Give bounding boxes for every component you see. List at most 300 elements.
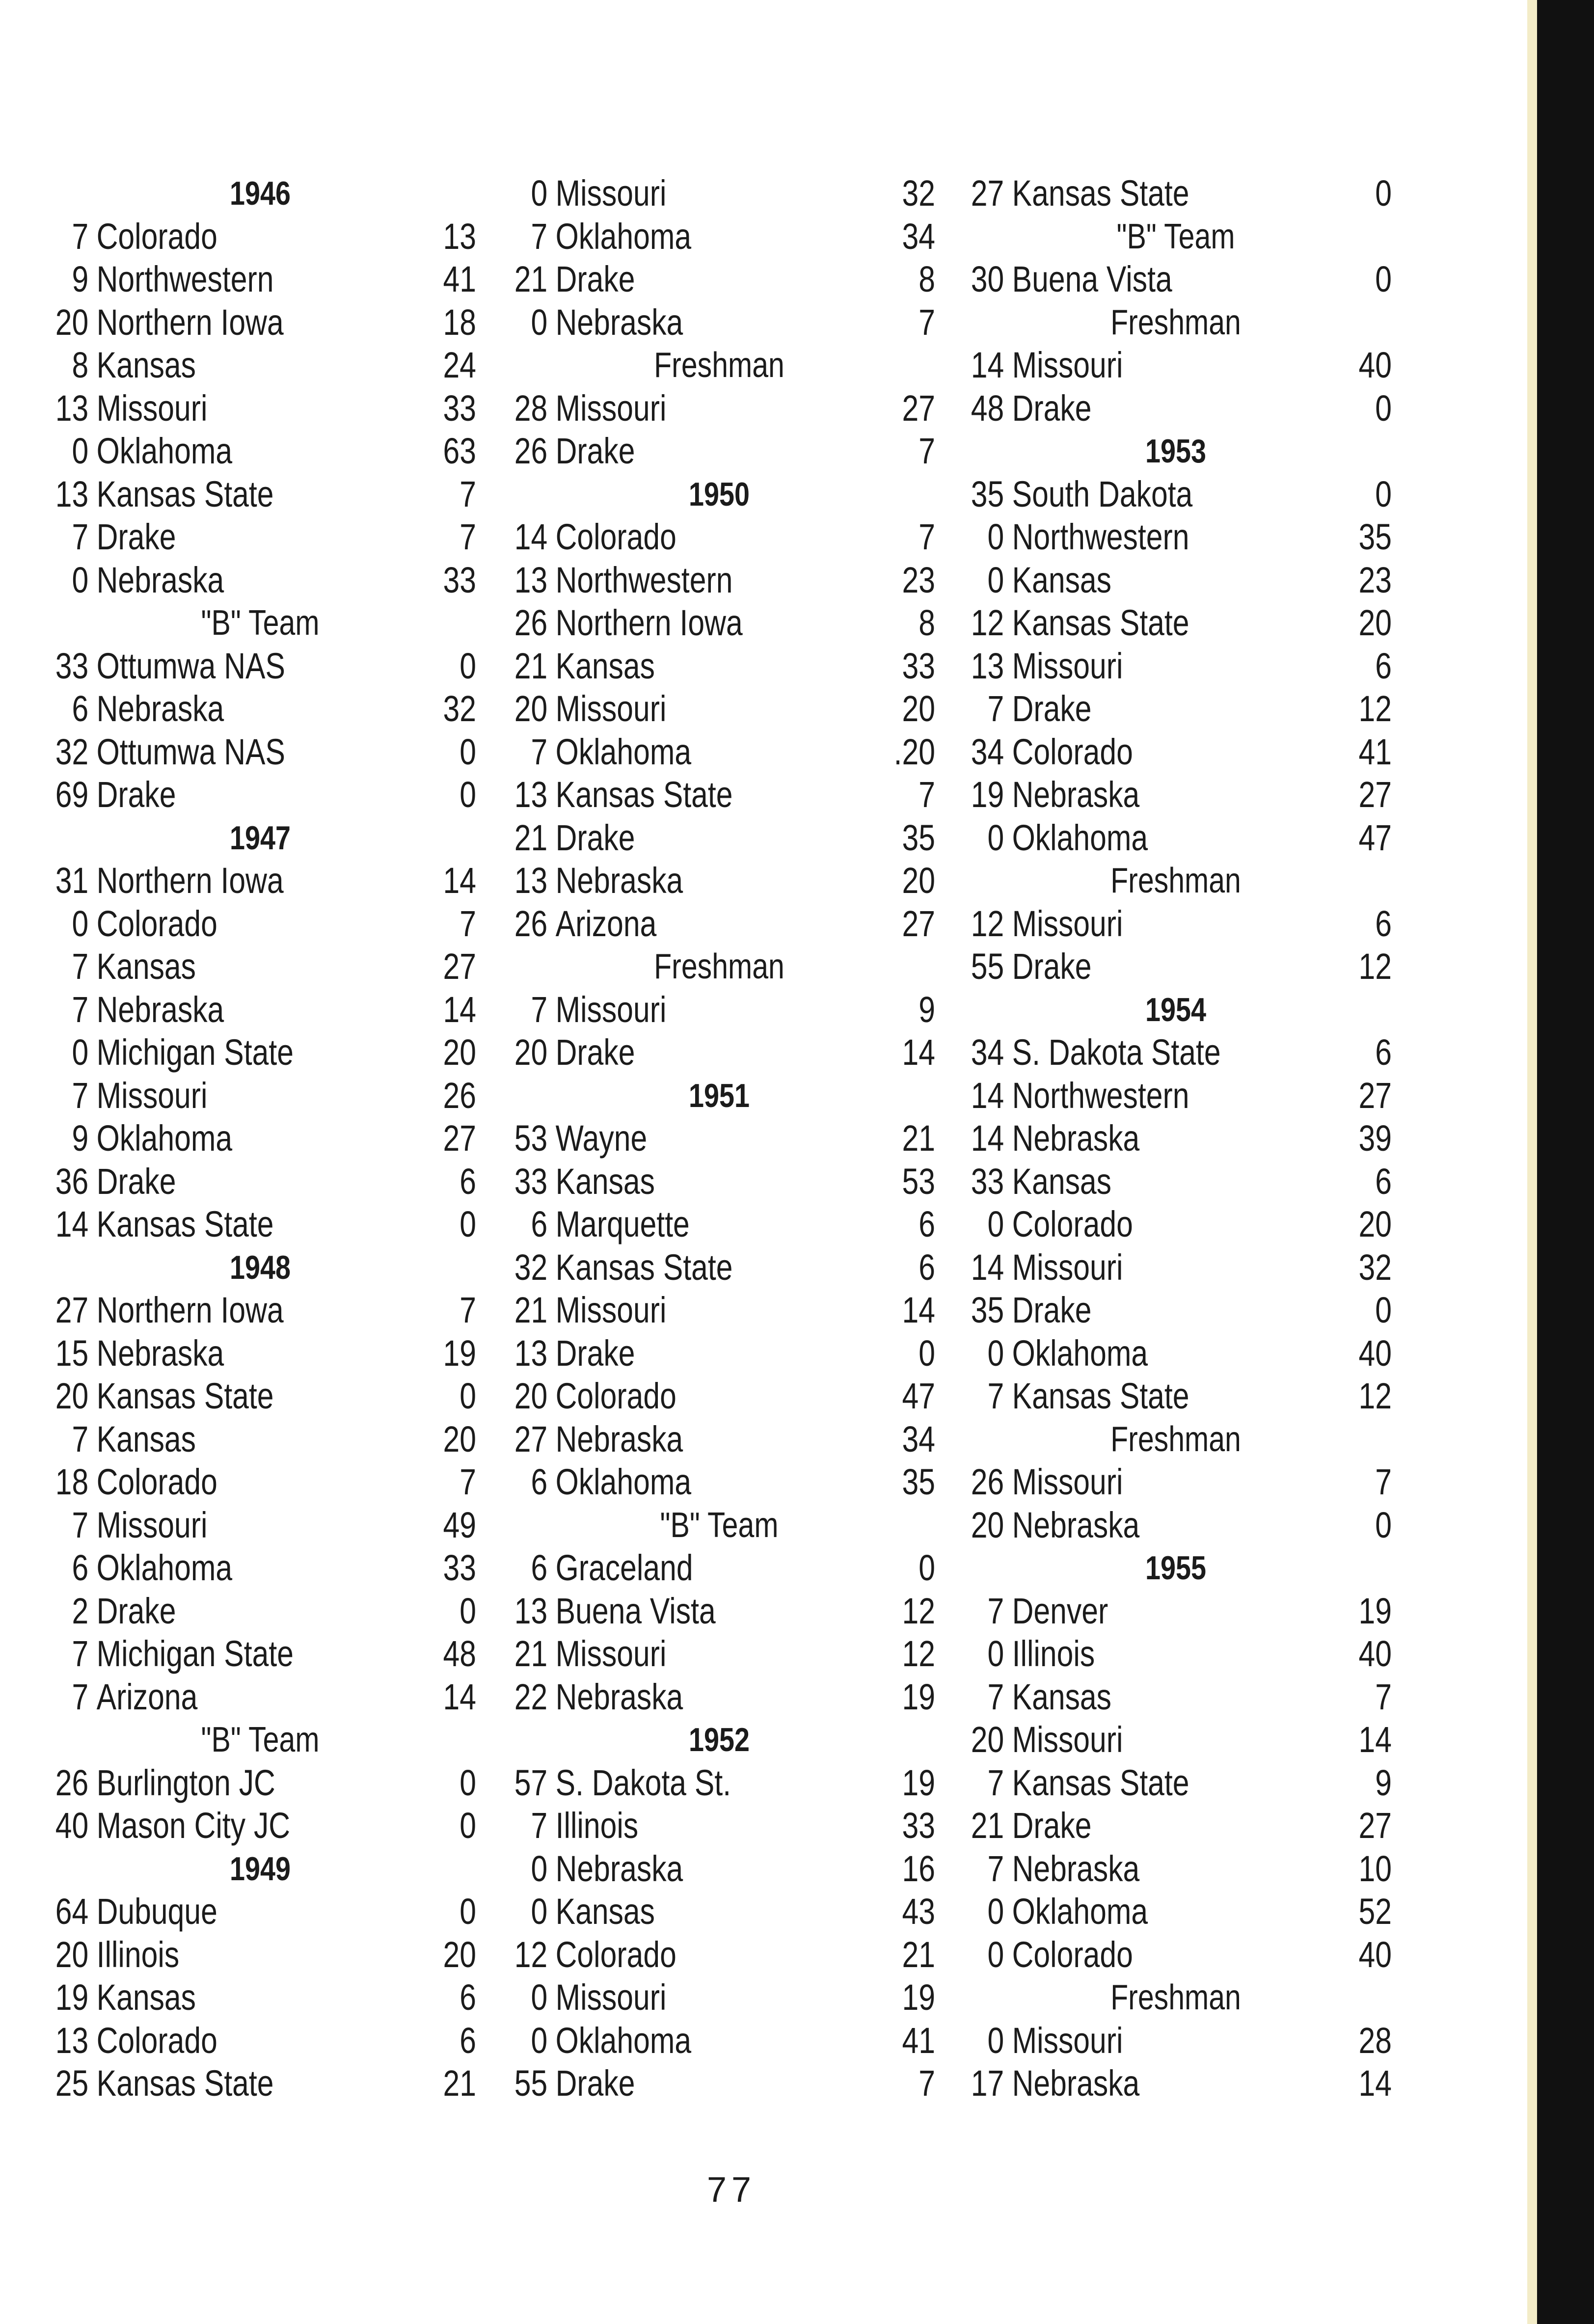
game-row: [960, 258, 1392, 301]
game-row: [44, 215, 476, 258]
game-row: [503, 1590, 935, 1633]
opponent-name: Nebraska: [96, 989, 224, 1030]
team-score: 0: [531, 1848, 548, 1889]
game-row: [503, 601, 935, 645]
opponent-name: Northwestern: [96, 259, 274, 299]
opponent-name: Drake: [96, 1161, 176, 1202]
opponent-score: 8: [919, 259, 935, 299]
team-score: 21: [514, 645, 548, 686]
team-score: 7: [72, 1633, 89, 1674]
opponent-name: Illinois: [1012, 1633, 1095, 1674]
opponent-score: 14: [443, 1676, 476, 1717]
game-row: [960, 1246, 1392, 1289]
game-row: [44, 1504, 476, 1547]
team-score: 53: [514, 1118, 548, 1159]
team-score: 0: [531, 301, 548, 343]
game-row: [44, 1074, 476, 1117]
opponent-score: 47: [902, 1376, 935, 1416]
opponent-score: 40: [1358, 1934, 1392, 1975]
opponent-name: Kansas: [555, 645, 655, 686]
opponent-score: 52: [1358, 1891, 1392, 1932]
game-row: [503, 172, 935, 215]
opponent-score: 12: [1358, 1376, 1392, 1416]
team-score: 7: [72, 1418, 89, 1459]
opponent-name: Nebraska: [96, 688, 224, 729]
opponent-score: 27: [443, 1118, 476, 1159]
opponent-score: 0: [919, 1332, 935, 1374]
opponent-score: 12: [1358, 688, 1392, 729]
page-number: 77: [706, 2170, 756, 2210]
game-row: [960, 1933, 1392, 1976]
opponent-score: 6: [1375, 1032, 1392, 1073]
opponent-score: 0: [1375, 387, 1392, 429]
opponent-name: Colorado: [1012, 1204, 1133, 1244]
game-row: [503, 687, 935, 730]
game-row: [503, 2062, 935, 2105]
opponent-name: Missouri: [555, 1290, 667, 1330]
game-row: [503, 1976, 935, 2019]
opponent-score: 0: [459, 1762, 476, 1803]
team-score: 32: [55, 731, 89, 772]
opponent-name: Missouri: [96, 387, 208, 429]
opponent-score: 14: [443, 860, 476, 901]
opponent-name: South Dakota: [1012, 473, 1193, 514]
game-row: [44, 773, 476, 816]
opponent-name: Kansas State: [1012, 1376, 1189, 1416]
opponent-name: Northwestern: [1012, 516, 1189, 557]
team-score: 20: [514, 688, 548, 729]
opponent-score: 41: [443, 259, 476, 299]
team-score: 20: [514, 1376, 548, 1416]
game-row: [503, 1933, 935, 1976]
game-row: [44, 1418, 476, 1461]
team-score: 7: [531, 731, 548, 772]
team-score: 7: [72, 1075, 89, 1116]
game-row: [44, 387, 476, 430]
game-row: [503, 816, 935, 860]
opponent-score: 28: [1358, 2020, 1392, 2061]
game-row: [960, 2062, 1392, 2105]
team-score: 0: [987, 559, 1004, 600]
opponent-name: Drake: [1012, 387, 1092, 429]
team-score: 7: [531, 1805, 548, 1846]
opponent-name: Oklahoma: [96, 431, 233, 471]
game-row: [44, 258, 476, 301]
team-score: 14: [514, 516, 548, 557]
opponent-score: 21: [443, 2063, 476, 2104]
team-score: 33: [55, 645, 89, 686]
team-score: 0: [987, 1934, 1004, 1975]
opponent-name: Missouri: [555, 1633, 667, 1674]
opponent-score: 13: [443, 216, 476, 257]
team-score: 2: [72, 1590, 89, 1631]
game-row: [503, 988, 935, 1031]
section-label: Freshman: [1110, 861, 1241, 900]
team-score: 57: [514, 1762, 548, 1803]
team-score: 35: [971, 1290, 1004, 1330]
opponent-name: Oklahoma: [96, 1118, 233, 1159]
opponent-name: Drake: [1012, 1805, 1092, 1846]
game-row: [44, 1675, 476, 1719]
game-row: [44, 1289, 476, 1332]
opponent-name: Kansas: [96, 1418, 196, 1459]
opponent-score: 14: [902, 1290, 935, 1330]
season-year-heading: 1955: [1145, 1549, 1207, 1587]
game-row: [960, 816, 1392, 860]
season-year-heading: 1948: [229, 1248, 291, 1286]
game-row: [503, 902, 935, 946]
opponent-name: Missouri: [1012, 1719, 1123, 1760]
opponent-name: Nebraska: [1012, 774, 1140, 815]
team-score: 0: [987, 1332, 1004, 1374]
game-row: [503, 1160, 935, 1203]
opponent-score: 14: [902, 1032, 935, 1073]
opponent-score: 6: [459, 1161, 476, 1202]
team-score: 7: [987, 1376, 1004, 1416]
team-score: 21: [514, 1290, 548, 1330]
season-year-heading: 1954: [1145, 991, 1207, 1028]
opponent-name: Oklahoma: [1012, 817, 1148, 858]
game-row: [44, 1031, 476, 1074]
game-row: [44, 1890, 476, 1933]
opponent-name: Oklahoma: [555, 1461, 692, 1502]
game-row: [960, 1289, 1392, 1332]
team-score: 0: [987, 2020, 1004, 2061]
game-row: [960, 1590, 1392, 1633]
opponent-name: Oklahoma: [555, 216, 692, 257]
opponent-score: 32: [443, 688, 476, 729]
opponent-name: Wayne: [555, 1118, 648, 1159]
opponent-score: 20: [902, 860, 935, 901]
game-row: [960, 1890, 1392, 1933]
opponent-score: 6: [919, 1204, 935, 1244]
opponent-score: 27: [1358, 1075, 1392, 1116]
opponent-score: 0: [1375, 1290, 1392, 1330]
team-score: 17: [971, 2063, 1004, 2104]
season-year-heading: 1949: [229, 1850, 291, 1888]
team-score: 13: [55, 2020, 89, 2061]
opponent-score: 7: [919, 301, 935, 343]
team-score: 26: [514, 903, 548, 944]
team-score: 13: [55, 387, 89, 429]
team-score: 55: [514, 2063, 548, 2104]
opponent-name: Missouri: [555, 1977, 667, 2018]
game-row: [960, 1332, 1392, 1375]
team-score: 0: [72, 559, 89, 600]
team-score: 7: [987, 1590, 1004, 1631]
team-score: 0: [987, 1204, 1004, 1244]
team-score: 27: [55, 1290, 89, 1330]
opponent-name: Northern Iowa: [555, 602, 743, 643]
opponent-name: Nebraska: [1012, 1848, 1140, 1889]
game-row: [44, 988, 476, 1031]
opponent-score: 41: [902, 2020, 935, 2061]
team-score: 7: [72, 1676, 89, 1717]
game-row: [44, 1546, 476, 1590]
team-score: 0: [987, 516, 1004, 557]
game-row: [44, 730, 476, 774]
team-score: 69: [55, 774, 89, 815]
opponent-name: Missouri: [555, 688, 667, 729]
opponent-name: Northern Iowa: [96, 301, 284, 343]
team-score: 13: [514, 774, 548, 815]
opponent-score: 14: [443, 989, 476, 1030]
team-score: 7: [987, 688, 1004, 729]
opponent-name: Missouri: [555, 173, 667, 214]
opponent-name: Northwestern: [555, 559, 733, 600]
opponent-name: Burlington JC: [96, 1762, 275, 1803]
game-row: [44, 902, 476, 946]
opponent-name: Nebraska: [555, 860, 683, 901]
opponent-name: Colorado: [96, 1461, 217, 1502]
opponent-score: .20: [893, 731, 935, 772]
game-row: [960, 601, 1392, 645]
game-row: [960, 945, 1392, 988]
game-row: [44, 301, 476, 344]
opponent-name: Kansas: [555, 1891, 655, 1932]
game-row: [960, 1718, 1392, 1761]
opponent-name: Northern Iowa: [96, 1290, 284, 1330]
opponent-score: 35: [902, 1461, 935, 1502]
opponent-score: 33: [443, 387, 476, 429]
opponent-name: Drake: [555, 1332, 635, 1374]
team-score: 19: [971, 774, 1004, 815]
team-score: 7: [72, 1504, 89, 1545]
game-row: [503, 730, 935, 774]
team-score: 6: [531, 1204, 548, 1244]
opponent-name: Missouri: [1012, 2020, 1123, 2061]
opponent-name: Colorado: [555, 516, 676, 557]
opponent-score: 20: [1358, 1204, 1392, 1244]
opponent-score: 12: [1358, 946, 1392, 987]
team-score: 32: [514, 1246, 548, 1288]
team-score: 64: [55, 1891, 89, 1932]
game-row: [960, 645, 1392, 688]
opponent-name: Kansas: [96, 345, 196, 385]
opponent-name: Oklahoma: [96, 1547, 233, 1588]
team-score: 6: [72, 688, 89, 729]
game-row: [503, 387, 935, 430]
team-score: 7: [531, 216, 548, 257]
team-score: 0: [987, 1633, 1004, 1674]
game-row: [44, 1375, 476, 1418]
opponent-name: Nebraska: [1012, 1118, 1140, 1159]
opponent-score: 20: [443, 1418, 476, 1459]
game-row: [44, 2019, 476, 2062]
opponent-score: 9: [1375, 1762, 1392, 1803]
game-row: [44, 1761, 476, 1805]
section-label: "B" Team: [201, 603, 320, 643]
opponent-name: S. Dakota St.: [555, 1762, 731, 1803]
team-score: 13: [514, 1590, 548, 1631]
team-score: 33: [971, 1161, 1004, 1202]
game-row: [503, 1418, 935, 1461]
game-row: [960, 1160, 1392, 1203]
opponent-score: 23: [1358, 559, 1392, 600]
team-score: 0: [987, 1891, 1004, 1932]
opponent-score: 7: [459, 1290, 476, 1330]
section-label: Freshman: [1110, 302, 1241, 342]
opponent-score: 7: [459, 516, 476, 557]
team-score: 55: [971, 946, 1004, 987]
game-row: [960, 1460, 1392, 1504]
opponent-score: 0: [459, 731, 476, 772]
opponent-score: 19: [902, 1762, 935, 1803]
opponent-score: 41: [1358, 731, 1392, 772]
game-row: [503, 258, 935, 301]
team-score: 13: [971, 645, 1004, 686]
opponent-score: 27: [443, 946, 476, 987]
opponent-name: Illinois: [555, 1805, 639, 1846]
team-score: 12: [971, 903, 1004, 944]
team-score: 7: [72, 989, 89, 1030]
opponent-name: Arizona: [96, 1676, 198, 1717]
game-row: [44, 1804, 476, 1847]
opponent-score: 53: [902, 1161, 935, 1202]
game-row: [503, 2019, 935, 2062]
game-row: [44, 1160, 476, 1203]
page-binding-edge: [1537, 0, 1594, 2324]
opponent-name: Nebraska: [96, 1332, 224, 1374]
game-row: [960, 387, 1392, 430]
opponent-score: 0: [459, 1805, 476, 1846]
team-score: 22: [514, 1676, 548, 1717]
game-row: [960, 1074, 1392, 1117]
opponent-score: 32: [902, 173, 935, 214]
opponent-score: 14: [1358, 1719, 1392, 1760]
opponent-score: 7: [919, 516, 935, 557]
game-row: [503, 1890, 935, 1933]
team-score: 0: [72, 903, 89, 944]
opponent-name: Nebraska: [555, 301, 683, 343]
opponent-name: Kansas State: [96, 2063, 274, 2104]
game-row: [960, 1203, 1392, 1246]
opponent-name: Drake: [1012, 1290, 1092, 1330]
opponent-score: 7: [919, 2063, 935, 2104]
game-row: [44, 1590, 476, 1633]
season-year-heading: 1951: [688, 1077, 750, 1114]
game-row: [503, 1031, 935, 1074]
opponent-name: Kansas: [1012, 1161, 1111, 1202]
opponent-name: Missouri: [96, 1504, 208, 1545]
opponent-score: 24: [443, 345, 476, 385]
opponent-score: 20: [443, 1032, 476, 1073]
game-row: [503, 301, 935, 344]
game-row: [960, 1375, 1392, 1418]
team-score: 21: [514, 1633, 548, 1674]
opponent-name: Missouri: [1012, 345, 1123, 385]
opponent-name: Northern Iowa: [96, 860, 284, 901]
game-row: [503, 215, 935, 258]
opponent-score: 34: [902, 216, 935, 257]
opponent-score: 6: [459, 1977, 476, 2018]
opponent-score: 7: [919, 431, 935, 471]
opponent-score: 0: [1375, 259, 1392, 299]
opponent-score: 6: [919, 1246, 935, 1288]
game-row: [960, 687, 1392, 730]
opponent-name: Drake: [96, 516, 176, 557]
team-score: 6: [72, 1547, 89, 1588]
team-score: 0: [531, 1977, 548, 2018]
game-row: [503, 1332, 935, 1375]
opponent-score: 35: [1358, 516, 1392, 557]
opponent-score: 0: [1375, 173, 1392, 214]
game-row: [44, 1632, 476, 1675]
opponent-name: Ottumwa NAS: [96, 645, 286, 686]
opponent-name: Kansas State: [555, 1246, 733, 1288]
opponent-score: 27: [902, 903, 935, 944]
opponent-score: 33: [443, 559, 476, 600]
opponent-name: Oklahoma: [555, 731, 692, 772]
opponent-name: Ottumwa NAS: [96, 731, 286, 772]
opponent-name: Nebraska: [1012, 2063, 1140, 2104]
opponent-name: Colorado: [1012, 1934, 1133, 1975]
season-year-heading: 1953: [1145, 432, 1207, 470]
opponent-name: Nebraska: [555, 1848, 683, 1889]
opponent-score: 40: [1358, 1633, 1392, 1674]
team-score: 8: [72, 345, 89, 385]
opponent-score: 47: [1358, 817, 1392, 858]
game-row: [503, 1675, 935, 1719]
team-score: 7: [72, 516, 89, 557]
opponent-score: 20: [1358, 602, 1392, 643]
opponent-score: 6: [1375, 903, 1392, 944]
team-score: 28: [514, 387, 548, 429]
team-score: 14: [971, 345, 1004, 385]
opponent-score: 6: [1375, 1161, 1392, 1202]
team-score: 27: [971, 173, 1004, 214]
opponent-score: 27: [902, 387, 935, 429]
opponent-score: 6: [459, 2020, 476, 2061]
team-score: 27: [514, 1418, 548, 1459]
opponent-score: 10: [1358, 1848, 1392, 1889]
game-row: [960, 473, 1392, 516]
game-row: [503, 1847, 935, 1891]
team-score: 9: [72, 1118, 89, 1159]
game-row: [503, 1546, 935, 1590]
team-score: 30: [971, 259, 1004, 299]
team-score: 21: [514, 817, 548, 858]
game-row: [503, 559, 935, 602]
team-score: 14: [971, 1246, 1004, 1288]
game-row: [44, 1117, 476, 1160]
opponent-name: Kansas: [96, 946, 196, 987]
team-score: 25: [55, 2063, 89, 2104]
opponent-score: 33: [443, 1547, 476, 1588]
team-score: 26: [514, 602, 548, 643]
opponent-name: Colorado: [555, 1934, 676, 1975]
opponent-name: Missouri: [1012, 903, 1123, 944]
season-year-heading: 1950: [688, 475, 750, 513]
game-row: [44, 1332, 476, 1375]
game-row: [44, 1933, 476, 1976]
opponent-name: Michigan State: [96, 1032, 294, 1073]
team-score: 0: [531, 1891, 548, 1932]
game-row: [44, 430, 476, 473]
opponent-name: Arizona: [555, 903, 657, 944]
game-row: [960, 773, 1392, 816]
game-row: [960, 1847, 1392, 1891]
opponent-name: Graceland: [555, 1547, 693, 1588]
opponent-name: Colorado: [96, 216, 217, 257]
opponent-name: Kansas: [1012, 559, 1111, 600]
section-label: Freshman: [654, 346, 784, 385]
opponent-score: 0: [919, 1547, 935, 1588]
opponent-score: 0: [459, 645, 476, 686]
opponent-score: 49: [443, 1504, 476, 1545]
game-row: [960, 1761, 1392, 1805]
team-score: 20: [55, 301, 89, 343]
